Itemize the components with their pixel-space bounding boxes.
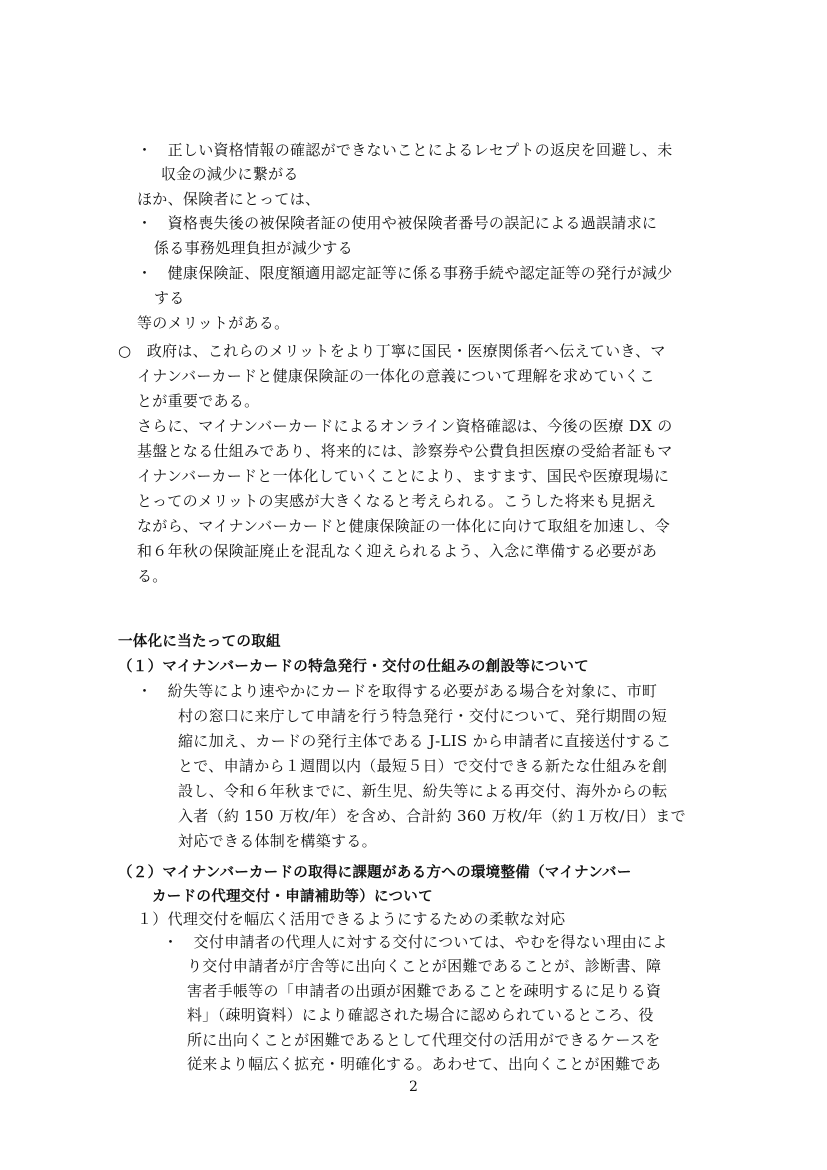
subsection-heading: カードの代理交付・申請補助等）について xyxy=(152,889,433,905)
text-line: 縮に加え、カードの発行主体である J-LIS から申請者に直接送付するこ xyxy=(178,732,672,750)
text-line: 従来より幅広く拡充・明確化する。あわせて、出向くことが困難であ xyxy=(187,1055,662,1073)
section-heading: 一体化に当たっての取組 xyxy=(118,634,281,650)
text-line: する xyxy=(154,289,185,307)
text-line: 係る事務処理負担が減少する xyxy=(154,239,353,257)
text-line: イナンバーカードと一体化していくことにより、ますます、国民や医療現場に xyxy=(137,467,670,485)
text-line: る。 xyxy=(137,567,168,585)
text-line: ・ 交付申請者の代理人に対する交付については、やむを得ない理由によ xyxy=(163,933,668,951)
text-line: 対応できる体制を構築する。 xyxy=(178,832,377,850)
text-line: とで、申請から１週間以内（最短５日）で交付できる新たな仕組みを創 xyxy=(178,757,668,775)
text-line: ・ 紛失等により速やかにカードを取得する必要がある場合を対象に、市町 xyxy=(137,682,658,700)
text-line: イナンバーカードと健康保険証の一体化の意義について理解を求めていくこ xyxy=(137,367,655,385)
text-line: とってのメリットの実感が大きくなると考えられる。こうした将来も見据え xyxy=(137,492,657,510)
text-line: 基盤となる仕組みであり、将来的には、診察券や公費負担医療の受給者証もマ xyxy=(137,442,673,460)
text-line: 収金の減少に繋がる xyxy=(161,165,299,183)
text-line: り交付申請者が庁舎等に出向くことが困難であることが、診断書、障 xyxy=(187,957,662,975)
text-line: 所に出向くことが困難であるとして代理交付の活用ができるケースを xyxy=(187,1031,661,1049)
text-line: ほか、保険者にとっては、 xyxy=(137,190,321,208)
text-line: ながら、マイナンバーカードと健康保険証の一体化に向けて取組を加速し、令 xyxy=(137,517,671,535)
text-line: １）代理交付を幅広く活用できるようにするための柔軟な対応 xyxy=(137,910,566,928)
text-line: とが重要である。 xyxy=(137,392,260,410)
subsection-heading: （１）マイナンバーカードの特急発行・交付の仕組みの創設等について xyxy=(118,659,589,675)
text-line: 設し、令和６年秋までに、新生児、紛失等による再交付、海外からの転 xyxy=(178,782,668,800)
text-line: 入者（約 150 万枚/年）を含め、合計約 360 万枚/年（約１万枚/日）まで xyxy=(178,807,686,825)
text-line: ・ 資格喪失後の被保険者証の使用や被保険者番号の誤記による過誤請求に xyxy=(137,214,658,232)
text-line: ○ 政府は、これらのメリットをより丁寧に国民・医療関係者へ伝えていき、マ xyxy=(118,342,666,360)
subsection-heading: （２）マイナンバーカードの取得に課題がある方への環境整備（マイナンバー xyxy=(118,865,632,881)
text-line: 害者手帳等の「申請者の出頭が困難であることを疎明するに足りる資 xyxy=(187,982,662,1000)
text-line: 和６年秋の保険証廃止を混乱なく迎えられるよう、入念に準備する必要があ xyxy=(137,542,658,560)
text-line: ・ 正しい資格情報の確認ができないことによるレセプトの返戻を回避し、未 xyxy=(137,141,673,159)
text-line: 等のメリットがある。 xyxy=(137,314,290,332)
text-line: ・ 健康保険証、限度額適用認定証等に係る事務手続や認定証等の発行が減少 xyxy=(137,264,673,282)
page-number: 2 xyxy=(409,1079,418,1095)
text-line: さらに、マイナンバーカードによるオンライン資格確認は、今後の医療 DX の xyxy=(137,417,673,435)
text-line: 村の窓口に来庁して申請を行う特急発行・交付について、発行期間の短 xyxy=(178,707,668,725)
text-line: 料」（疎明資料）により確認された場合に認められているところ、役 xyxy=(187,1006,654,1024)
